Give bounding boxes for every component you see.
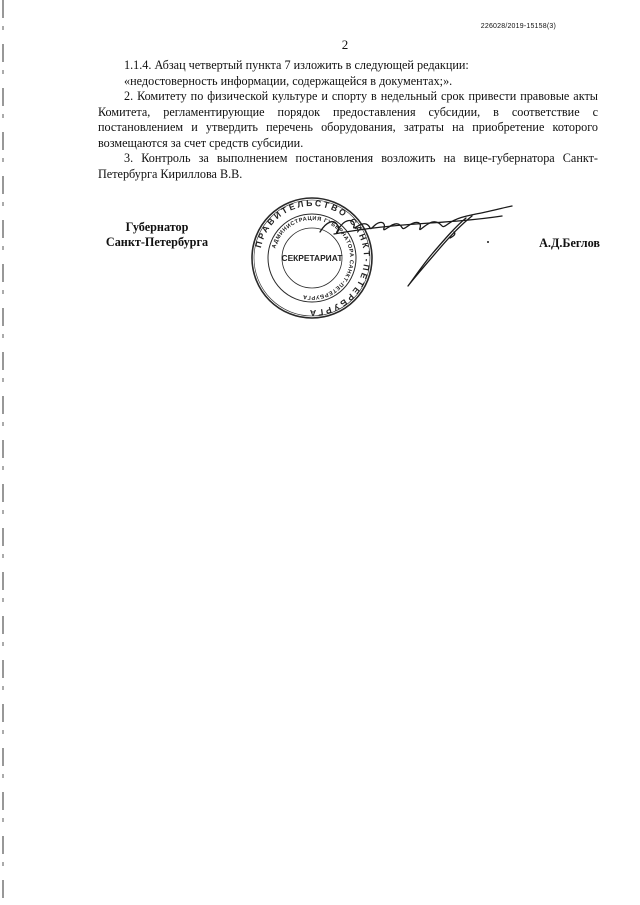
- seal-inner-text: АДМИНИСТРАЦИЯ ГУБЕРНАТОРА САНКТ-ПЕТЕРБУРГА: [271, 215, 355, 301]
- signatory-title: [97, 220, 217, 250]
- signatory-title-line1: Губернатор: [125, 220, 189, 234]
- paragraph-quote: «недостоверность информации, содержащейся в документах;».: [124, 73, 453, 88]
- signatory-name: А.Д.Беглов: [539, 236, 600, 250]
- document-number: 226028/2019-15158(3): [480, 23, 556, 30]
- signatory-title-line2: Санкт-Петербурга: [105, 235, 209, 249]
- handwritten-signature: [316, 196, 520, 292]
- page-number: 2: [341, 37, 349, 52]
- seal-center-text: СЕКРЕТАРИАТ: [281, 253, 343, 263]
- seal-outer-text: ПРАВИТЕЛЬСТВО САНКТ-ПЕТЕРБУРГА: [253, 197, 373, 319]
- paragraph-1-1-4: 1.1.4. Абзац четвертый пункта 7 изложить в следующей редакции:: [124, 58, 469, 72]
- paragraph-2: 2. Комитету по физической культуре и спорту в недельный срок привести правовые акты Комитета, регламентирующие порядок предоставления субсидии, в соответствие с постановлением и утвердить перечень оборудования, затраты на приобретение которого возмещаются за счет средств субсидии.: [98, 89, 598, 150]
- paragraph-3: 3. Контроль за выполнением постановления возложить на вице-губернатора Санкт-Петербурга Кириллова В.В.: [98, 151, 598, 181]
